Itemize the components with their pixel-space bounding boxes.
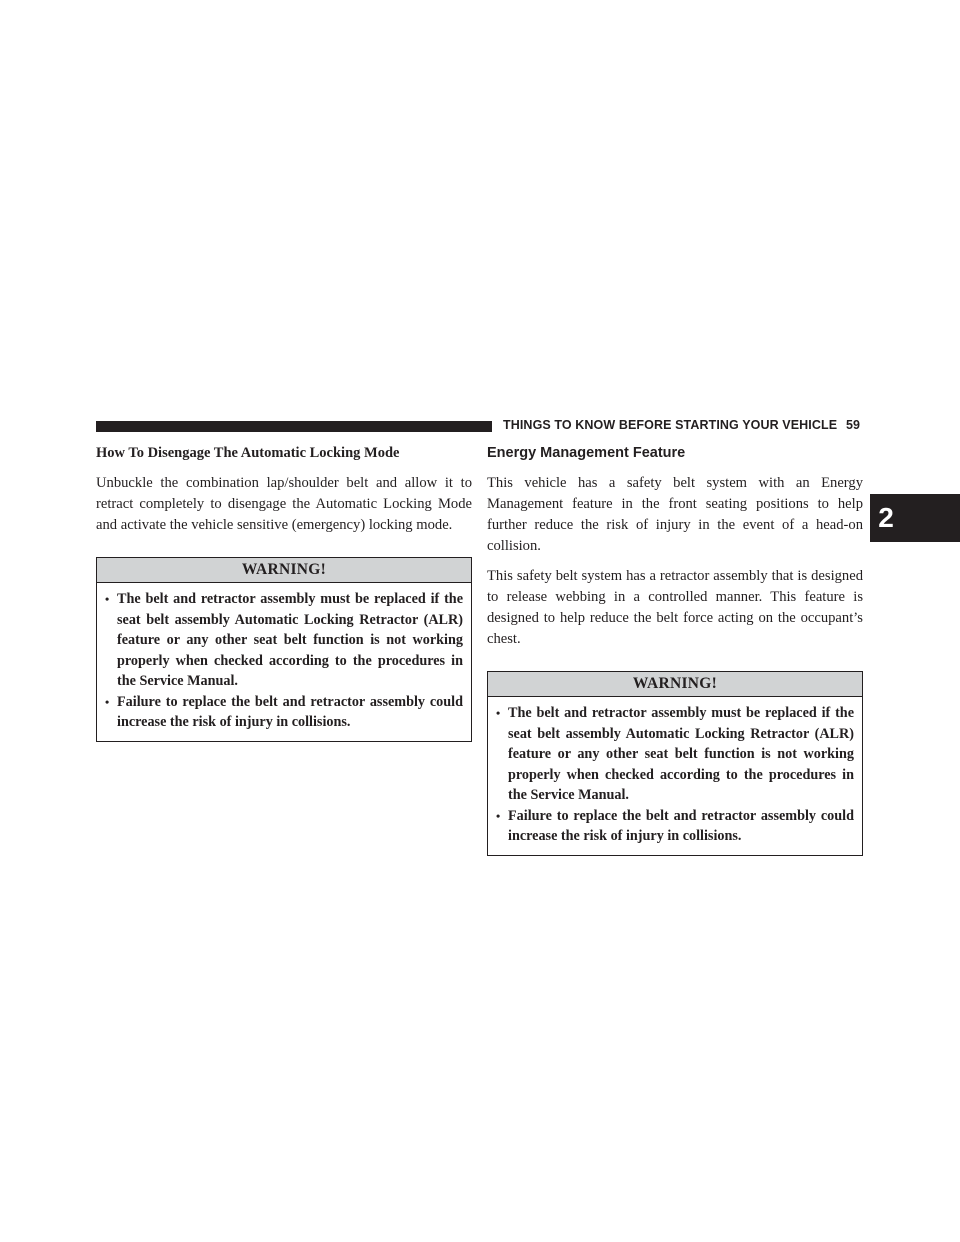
chapter-number: 2 [878, 502, 894, 533]
left-column [96, 443, 472, 742]
warning-text: The belt and retractor assembly must be replaced if the seat belt assembly Automatic Locking Retractor (ALR) feature or any other seat belt function is not working properly when checked according to the procedures in the Service Manual. [117, 591, 463, 689]
bullet-icon: • [105, 694, 110, 709]
bullet-icon: • [496, 706, 501, 720]
warning-body [488, 697, 862, 855]
right-column [487, 443, 863, 856]
header-rule [96, 421, 492, 432]
running-header: THINGS TO KNOW BEFORE STARTING YOUR VEHICLE [503, 418, 838, 432]
chapter-tab [870, 494, 960, 542]
bullet-icon: • [496, 808, 501, 823]
warning-box [487, 671, 863, 856]
warning-body [97, 583, 471, 741]
warning-text: Failure to replace the belt and retractor assembly could increase the risk of injury in collisions. [117, 693, 463, 730]
warning-title: WARNING! [488, 672, 862, 697]
subheading: How To Disengage The Automatic Locking Mode [96, 445, 400, 461]
warning-item [496, 703, 854, 806]
warning-item [105, 692, 463, 733]
bullet-icon: • [105, 592, 110, 606]
warning-text: Failure to replace the belt and retractor assembly could increase the risk of injury in collisions. [508, 807, 854, 844]
body-paragraph: Unbuckle the combination lap/shoulder belt and allow it to retract completely to disengage the Automatic Locking Mode and activate the vehicle sensitive (emergency) locking mode. [96, 475, 472, 533]
section-title: Energy Management Feature [487, 445, 686, 461]
body-paragraph: This safety belt system has a retractor assembly that is designed to release webbing in a controlled manner. This feature is designed to help reduce the belt force acting on the occupant’s chest. [487, 568, 863, 647]
warning-box [96, 557, 472, 742]
page-number: 59 [846, 418, 860, 432]
warning-title: WARNING! [97, 558, 471, 583]
warning-text: The belt and retractor assembly must be replaced if the seat belt assembly Automatic Locking Retractor (ALR) feature or any other seat belt function is not working properly when checked according to the procedures in the Service Manual. [508, 705, 854, 803]
warning-item [105, 589, 463, 692]
body-paragraph: This vehicle has a safety belt system with an Energy Management feature in the front seating positions to help further reduce the risk of injury in the event of a head-on collision. [487, 475, 863, 554]
warning-item [496, 806, 854, 847]
